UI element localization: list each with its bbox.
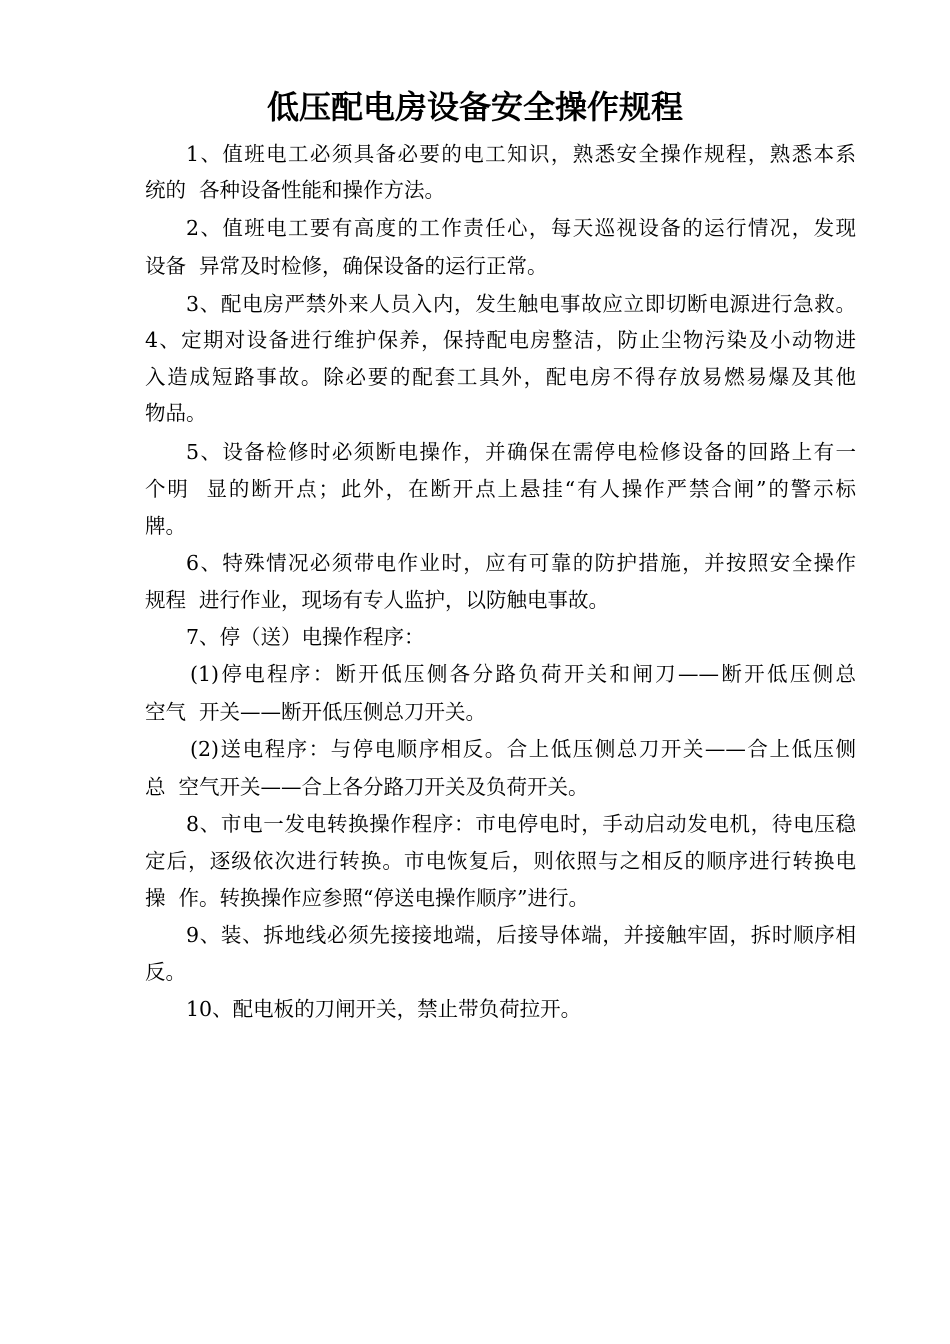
paragraph-line: 反。 xyxy=(145,960,186,984)
paragraph-line: 设备 异常及时检修，确保设备的运行正常。 xyxy=(145,254,548,278)
paragraph-line: 物品。 xyxy=(145,401,207,425)
paragraph-line: (2)送电程序：与停电顺序相反。合上低压侧总刀开关——合上低压侧 xyxy=(190,737,856,761)
paragraph-line: 3、配电房严禁外来人员入内，发生触电事故应立即切断电源进行急救。 xyxy=(186,292,856,316)
paragraph-line: 2、值班电工要有高度的工作责任心，每天巡视设备的运行情况，发现 xyxy=(186,216,856,240)
paragraph-line: 个明 显的断开点；此外，在断开点上悬挂“有人操作严禁合闸”的警示标 xyxy=(145,477,856,501)
paragraph-line: 7、停（送）电操作程序： xyxy=(186,625,425,649)
paragraph-line: 规程 进行作业，现场有专人监护，以防触电事故。 xyxy=(145,588,610,612)
paragraph-line: 空气 开关——断开低压侧总刀开关。 xyxy=(145,700,487,724)
paragraph-line: 1、值班电工必须具备必要的电工知识，熟悉安全操作规程，熟悉本系 xyxy=(186,142,856,166)
paragraph-line: 5、设备检修时必须断电操作，并确保在需停电检修设备的回路上有一 xyxy=(186,440,856,464)
document-title: 低压配电房设备安全操作规程 xyxy=(266,88,683,126)
paragraph-line: 8、市电一发电转换操作程序：市电停电时，手动启动发电机，待电压稳 xyxy=(186,812,856,836)
paragraph-line: 总 空气开关——合上各分路刀开关及负荷开关。 xyxy=(145,775,589,799)
paragraph-line: 4、定期对设备进行维护保养，保持配电房整洁，防止尘物污染及小动物进 xyxy=(145,328,856,352)
paragraph-line: 6、特殊情况必须带电作业时，应有可靠的防护措施，并按照安全操作 xyxy=(186,551,856,575)
paragraph-line: 10、配电板的刀闸开关，禁止带负荷拉开。 xyxy=(186,997,582,1021)
paragraph-line: 入造成短路事故。除必要的配套工具外，配电房不得存放易燃易爆及其他 xyxy=(145,365,856,389)
paragraph-line: 操 作。转换操作应参照“停送电操作顺序”进行。 xyxy=(145,886,589,910)
paragraph-line: 统的 各种设备性能和操作方法。 xyxy=(145,178,446,202)
paragraph-line: 定后，逐级依次进行转换。市电恢复后，则依照与之相反的顺序进行转换电 xyxy=(145,849,856,873)
paragraph-line: 牌。 xyxy=(145,514,186,538)
paragraph-line: (1)停电程序：断开低压侧各分路负荷开关和闸刀——断开低压侧总 xyxy=(190,662,856,686)
paragraph-line: 9、装、拆地线必须先接接地端，后接导体端，并接触牢固，拆时顺序相 xyxy=(186,923,856,947)
